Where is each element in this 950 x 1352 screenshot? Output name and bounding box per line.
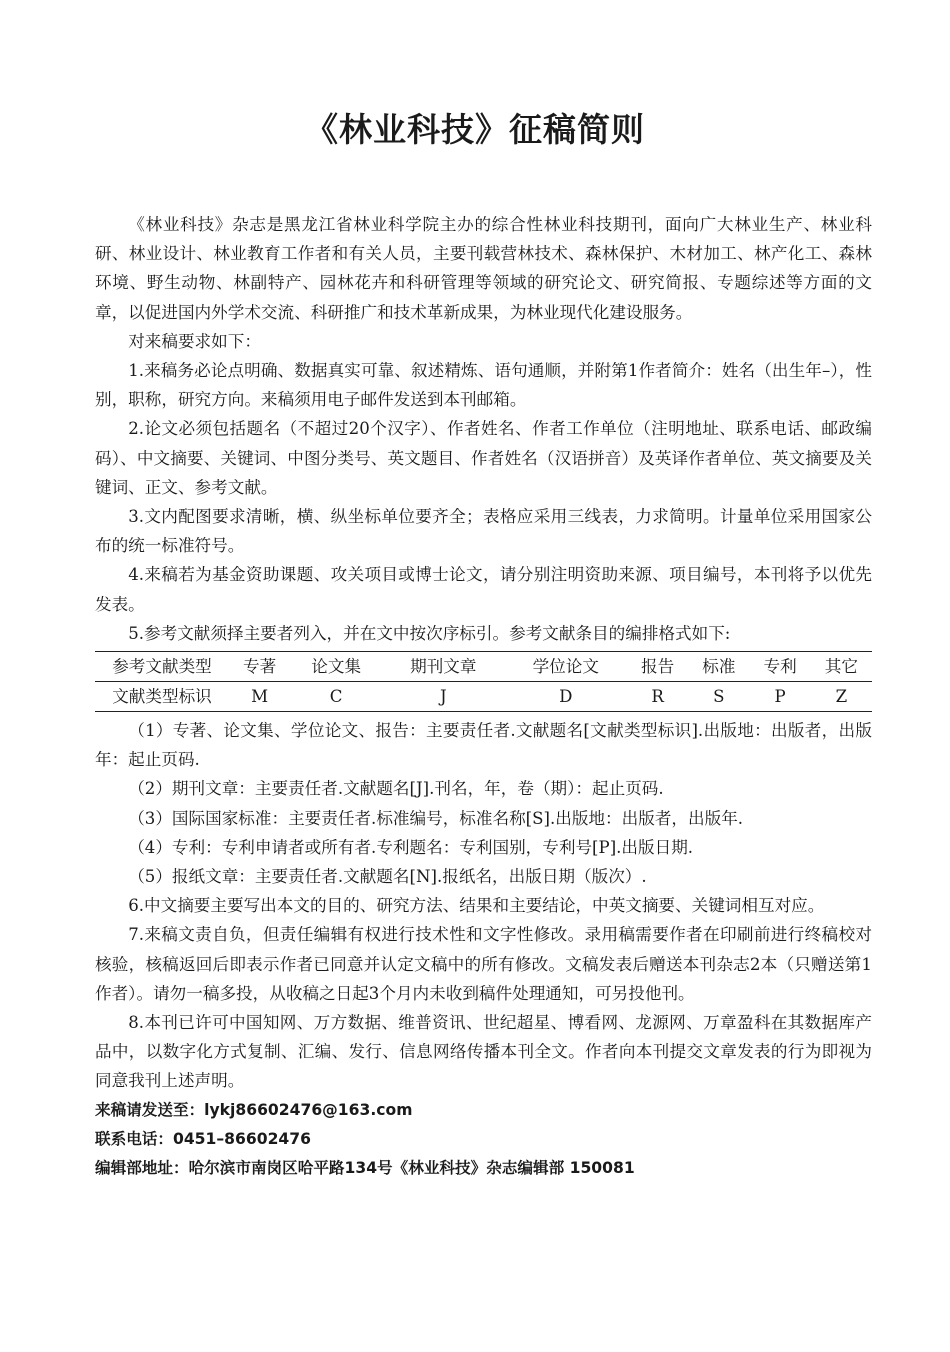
table-header-cell: 专利: [749, 652, 810, 682]
table-header-cell: 期刊文章: [382, 652, 504, 682]
requirement-item-4: 4.来稿若为基金资助课题、攻关项目或博士论文，请分别注明资助来源、项目编号，本刊将予以优先发表。: [95, 565, 872, 614]
requirements-heading: 对来稿要求如下：: [128, 331, 261, 351]
table-cell: R: [651, 687, 664, 707]
format-item-1: （1）专著、论文集、学位论文、报告：主要责任者.文献题名[文献类型标识].出版地：出版者，出版年：起止页码.: [95, 721, 872, 770]
table-cell: Z: [835, 687, 848, 707]
table-cell: C: [329, 687, 343, 707]
page-title: 《林业科技》征稿简则: [305, 110, 645, 149]
contact-address: 编辑部地址：哈尔滨市南岗区哈平路134号《林业科技》杂志编辑部 150081: [95, 1158, 635, 1177]
requirement-item-2: 2.论文必须包括题名（不超过20个汉字）、作者姓名、作者工作单位（注明地址、联系电话、邮政编码）、中文摘要、关键词、中图分类号、英文题目、作者姓名（汉语拼音）及英译作者单位、英文摘要及关键词、正文、参考文献。: [95, 419, 872, 497]
table-cell: D: [559, 687, 573, 707]
requirement-item-3: 3.文内配图要求清晰，横、纵坐标单位要齐全；表格应采用三线表，力求简明。计量单位采用国家公布的统一标准符号。: [95, 507, 872, 556]
reference-type-table-wrapper: [95, 651, 872, 712]
requirement-item-8: 8.本刊已许可中国知网、万方数据、维普资讯、世纪超星、博看网、龙源网、万章盈科在其数据库产品中，以数字化方式复制、汇编、发行、信息网络传播本刊全文。作者向本刊提交文章发表的行为即视为同意我刊上述声明。: [95, 1013, 872, 1091]
intro-paragraph: 《林业科技》杂志是黑龙江省林业科学院主办的综合性林业科技期刊，面向广大林业生产、林业科研、林业设计、林业教育工作者和有关人员，主要刊载营林技术、森林保护、木材加工、林产化工、森林环境、野生动物、林副特产、园林花卉和科研管理等领域的研究论文、研究简报、专题综述等方面的文章，以促进国内外学术交流、科研推广和技术革新成果，为林业现代化建设服务。: [95, 215, 872, 322]
table-header-cell: 参考文献类型: [95, 652, 229, 682]
contact-phone: 联系电话：0451–86602476: [95, 1129, 311, 1148]
table-header-cell: 标准: [688, 652, 749, 682]
requirement-item-6: 6.中文摘要主要写出本文的目的、研究方法、结果和主要结论，中英文摘要、关键词相互对应。: [128, 896, 825, 916]
table-header-cell: 报告: [627, 652, 688, 682]
article-body: [95, 210, 872, 1183]
table-cell: 文献类型标识: [112, 687, 212, 707]
table-header-cell: 论文集: [290, 652, 382, 682]
reference-type-table: [95, 651, 872, 712]
requirement-item-5: 5.参考文献须择主要者列入，并在文中按次序标引。参考文献条目的编排格式如下:: [128, 623, 731, 643]
table-header-cell: 学位论文: [505, 652, 627, 682]
format-item-3: （3）国际国家标准：主要责任者.标准编号，标准名称[S].出版地：出版者，出版年.: [128, 808, 744, 828]
requirement-item-1: 1.来稿务必论点明确、数据真实可靠、叙述精炼、语句通顺，并附第1作者简介：姓名（出生年–），性别，职称，研究方向。来稿须用电子邮件发送到本刊邮箱。: [95, 361, 872, 410]
table-row: [95, 682, 872, 712]
table-cell: J: [439, 687, 447, 707]
table-header-cell: 专著: [229, 652, 290, 682]
format-item-4: （4）专利：专利申请者或所有者.专利题名：专利国别，专利号[P].出版日期.: [128, 837, 694, 857]
table-header-cell: 其它: [811, 652, 872, 682]
contact-email: 来稿请发送至：lykj86602476@163.com: [95, 1100, 413, 1119]
requirement-item-7: 7.来稿文责自负，但责任编辑有权进行技术性和文字性修改。录用稿需要作者在印刷前进行终稿校对核验，核稿返回后即表示作者已同意并认定文稿中的所有修改。文稿发表后赠送本刊杂志2本（只赠送第1作者）。请勿一稿多投，从收稿之日起3个月内未收到稿件处理通知，可另投他刊。: [95, 925, 872, 1003]
format-item-2: （2）期刊文章：主要责任者.文献题名[J].刊名，年，卷（期）：起止页码.: [128, 779, 664, 799]
table-cell: P: [774, 687, 786, 707]
table-cell: S: [713, 687, 725, 707]
table-header-row: [95, 652, 872, 682]
table-cell: M: [251, 687, 269, 707]
format-item-5: （5）报纸文章：主要责任者.文献题名[N].报纸名，出版日期（版次）.: [128, 867, 647, 887]
